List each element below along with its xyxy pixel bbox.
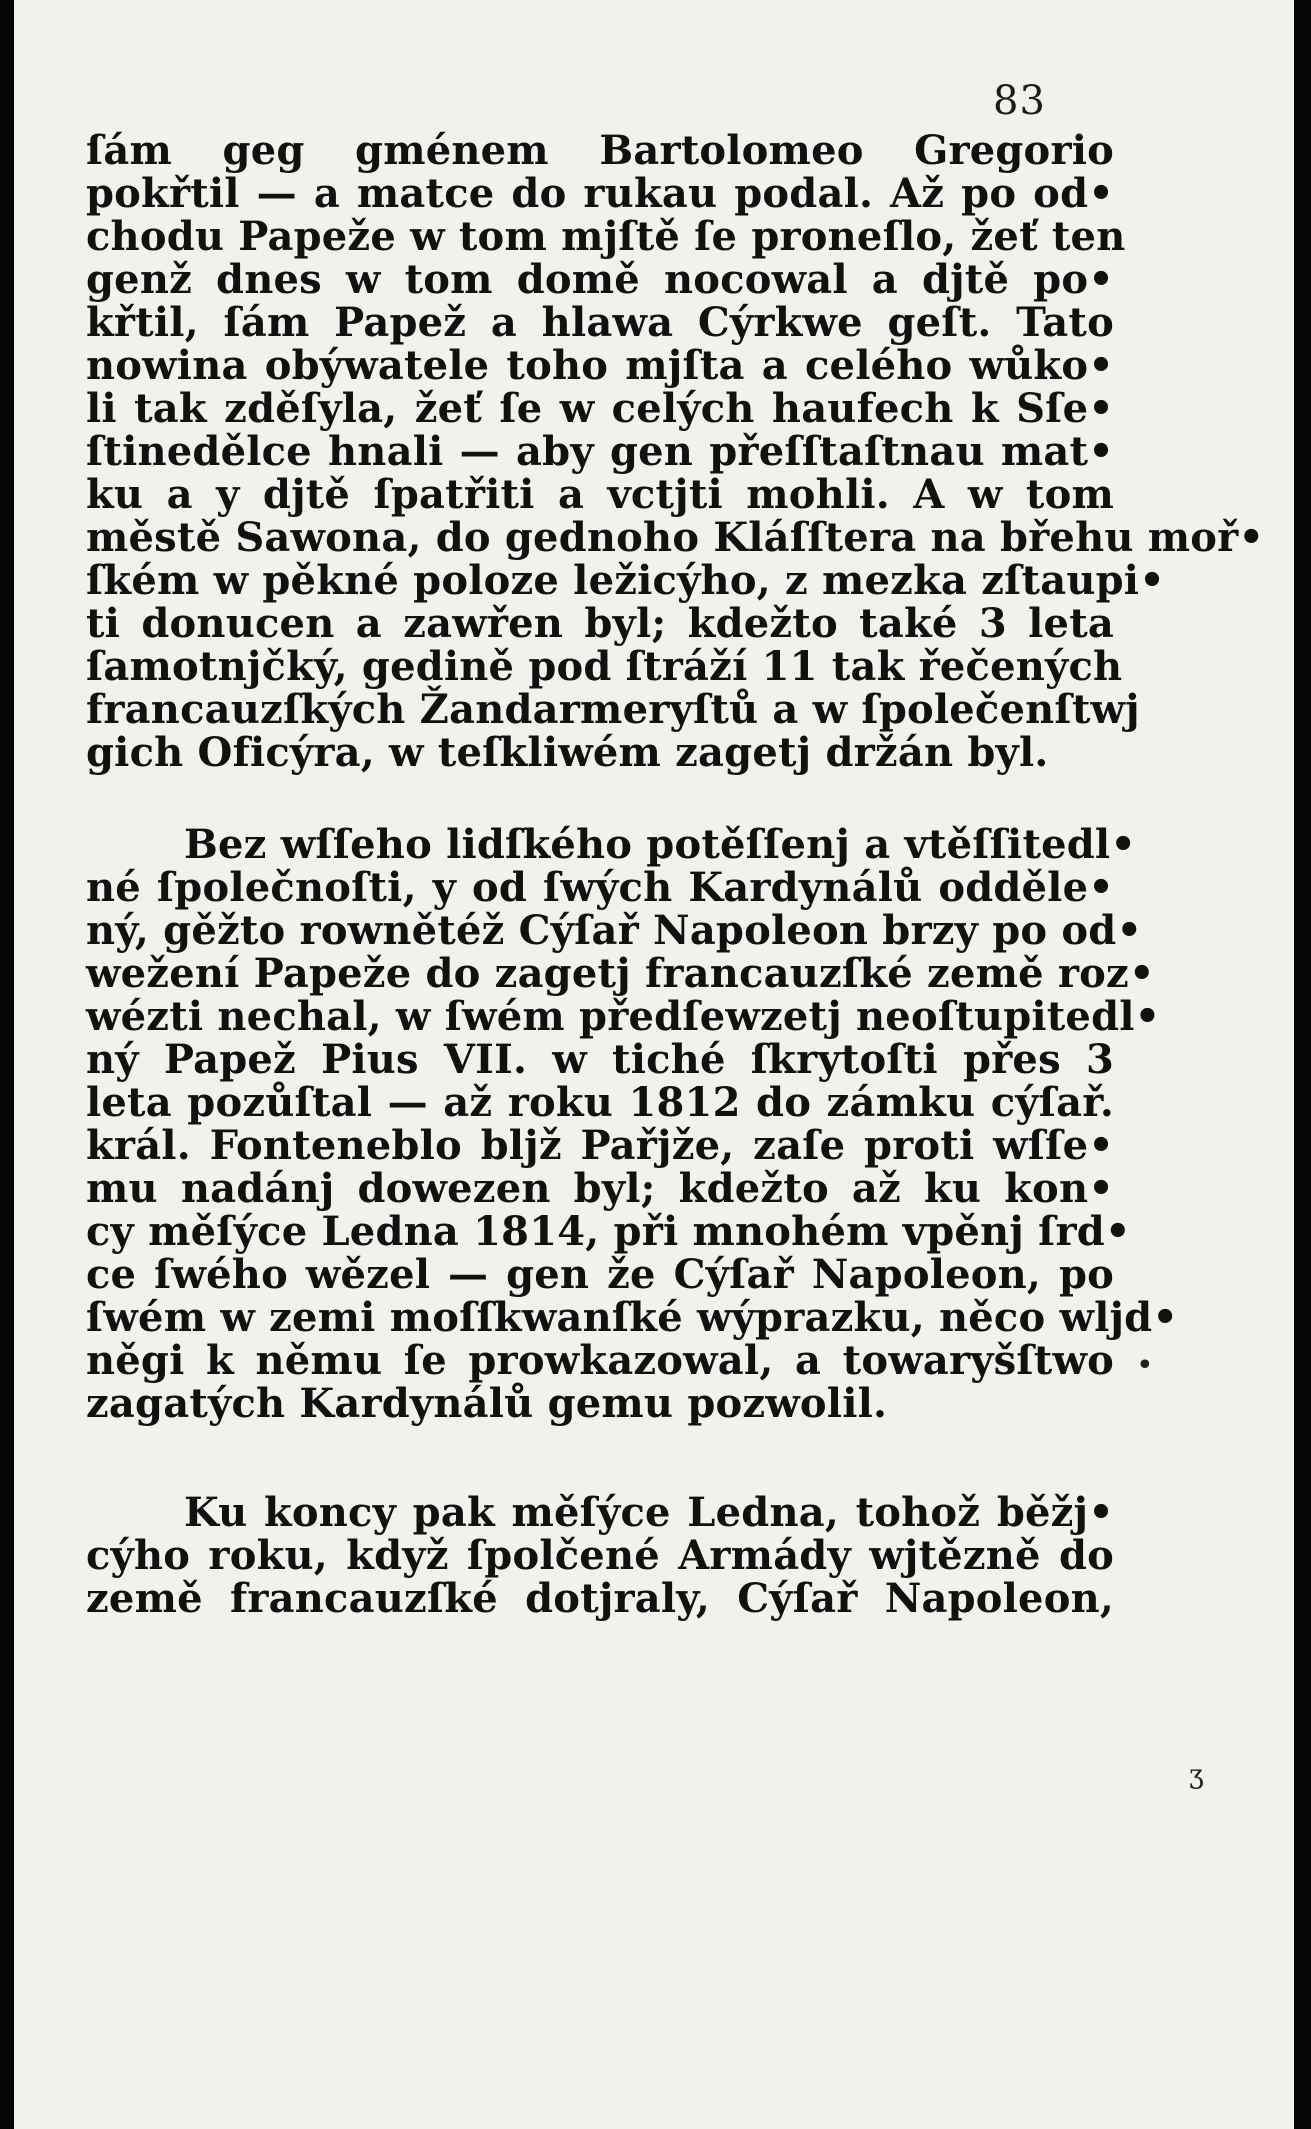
- text-line: městě Sawona, do gednoho Kláſſtera na břehu moř•: [86, 514, 1265, 561]
- text-line: král. Fonteneblo bljž Pařjže, zaſe proti wſſe•: [86, 1122, 1114, 1169]
- text-line: ti donucen a zawřen byl; kdežto také 3 leta: [86, 600, 1114, 647]
- text-line: zagatých Kardynálů gemu pozwolil.: [86, 1380, 888, 1427]
- text-line: francauzſkých Žandarmeryſtů a w ſpolečenſtwj: [86, 686, 1140, 733]
- text-line: wézti nechal, w ſwém předſewzetj neoſtupitedl•: [86, 993, 1161, 1040]
- text-line: ku a y djtě ſpatřiti a vctjti mohli. A w tom: [86, 471, 1114, 518]
- text-line: Bez wſſeho lidſkého potěſſenj a vtěſſitedl•: [184, 821, 1137, 868]
- text-line: mu nadánj dowezen byl; kdežto až ku kon•: [86, 1165, 1114, 1212]
- text-line: né ſpolečnoſti, y od ſwých Kardynálů odděle•: [86, 864, 1114, 911]
- text-line: země francauzſké dotjraly, Cýſař Napoleon,: [86, 1575, 1114, 1622]
- page-number: 83: [993, 78, 1046, 124]
- text-line: gich Oficýra, w teſkliwém zagetj držán byl.: [86, 729, 1049, 776]
- text-line: ný, gěžto rownětéž Cýſař Napoleon brzy po od•: [86, 907, 1143, 954]
- text-line: wežení Papeže do zagetj francauzſké země roz•: [86, 950, 1155, 997]
- text-line: nowina obýwatele toho mjſta a celého wůko•: [86, 342, 1114, 389]
- scan-speck: ʒ: [1189, 1760, 1204, 1790]
- text-line: ný Papež Pius VII. w tiché ſkrytoſti přes 3: [86, 1036, 1114, 1083]
- text-line: něgi k němu ſe prowkazowal, a towaryšſtwo: [86, 1337, 1114, 1384]
- text-line: pokřtil — a matce do rukau podal. Až po od•: [86, 170, 1114, 217]
- book-page: [14, 0, 1294, 2129]
- text-line: cýho roku, když ſpolčené Armády wjtězně do: [86, 1532, 1114, 1579]
- text-line: ſtinedělce hnali — aby gen přeſſtaſtnau mat•: [86, 428, 1114, 475]
- text-line: ſwém w zemi moſſkwanſké wýprazku, něco wljd•: [86, 1294, 1179, 1341]
- text-line: ſám geg gménem Bartolomeo Gregorio: [86, 127, 1114, 174]
- text-line: genž dnes w tom domě nocowal a djtě po•: [86, 256, 1114, 303]
- text-line: ce ſwého wězel — gen že Cýſař Napoleon, po: [86, 1251, 1114, 1298]
- scan-speck: •: [1136, 1348, 1154, 1383]
- text-line: ſamotnjčký, gedině pod ſtráží 11 tak řečených: [86, 643, 1123, 690]
- text-line: křtil, ſám Papež a hlawa Cýrkwe geſt. Tato: [86, 299, 1114, 346]
- text-line: li tak zděſyla, žeť ſe w celých haufech k Sſe•: [86, 385, 1114, 432]
- text-line: ſkém w pěkné poloze ležicýho, z mezka zſtaupi•: [86, 557, 1165, 604]
- text-line: chodu Papeže w tom mjſtě ſe proneſlo, žeť ten: [86, 213, 1126, 260]
- text-line: leta pozůſtal — až roku 1812 do zámku cýſař.: [86, 1079, 1114, 1126]
- text-line: cy měſýce Ledna 1814, při mnohém vpěnj ſrd•: [86, 1208, 1131, 1255]
- text-line: Ku koncy pak měſýce Ledna, tohož běžj•: [184, 1489, 1114, 1536]
